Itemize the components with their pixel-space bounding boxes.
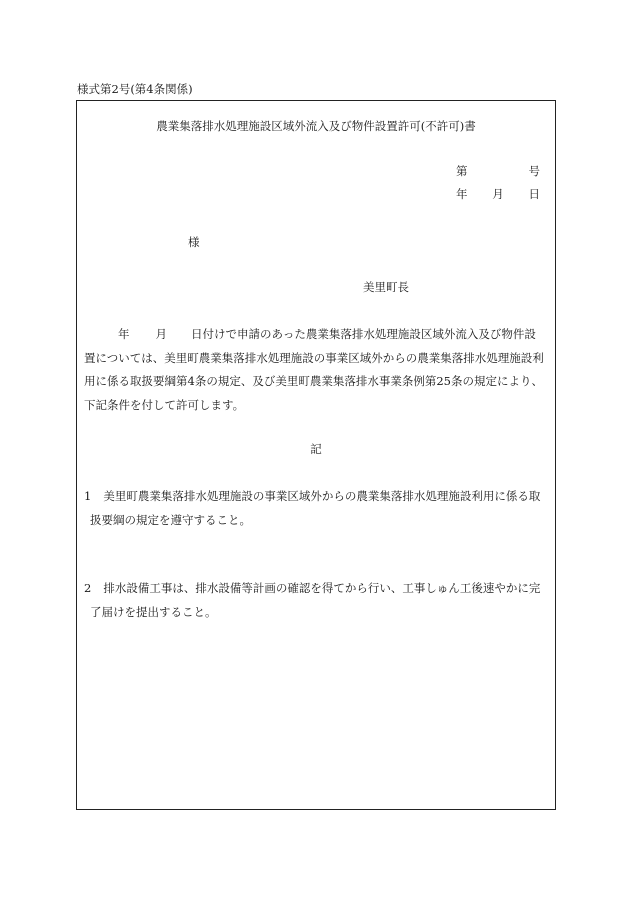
addressee-suffix: 様	[188, 235, 200, 249]
ki-heading: 記	[310, 442, 322, 456]
condition-item-1	[84, 485, 550, 532]
item-line-2: 扱要綱の規定を遵守すること。	[90, 512, 251, 527]
body-line-2: 置については、美里町農業集落排水処理施設の事業区域外からの農業集落排水処理施設利	[84, 350, 544, 365]
form-number-label: 様式第2号(第4条関係)	[77, 82, 193, 96]
number-suffix: 号	[528, 164, 540, 178]
body-line-3: 用に係る取扱要綱第4条の規定、及び美里町農業集落排水事業条例第25条の規定により、	[84, 374, 543, 388]
item-number: 2	[84, 581, 92, 595]
item-line-1: 排水設備工事は、排水設備等計画の確認を得てから行い、工事しゅん工後速やかに完	[103, 581, 541, 595]
document-date	[456, 186, 540, 202]
number-prefix: 第	[456, 164, 468, 178]
date-month: 月	[492, 187, 504, 201]
item-line-2: 了届けを提出すること。	[90, 604, 217, 619]
body-line-4: 下記条件を付して許可します。	[84, 397, 245, 412]
body-year: 年	[118, 327, 130, 341]
item-number: 1	[84, 489, 92, 503]
condition-item-2	[84, 577, 550, 624]
body-line-1: 年 月 日付けで申請のあった農業集落排水処理施設区域外流入及び物件設	[118, 327, 536, 341]
date-day: 日	[528, 187, 540, 201]
body-month: 月	[155, 327, 167, 341]
date-year: 年	[456, 187, 468, 201]
item-line-1: 美里町農業集落排水処理施設の事業区域外からの農業集落排水処理施設利用に係る取	[103, 489, 541, 503]
issuer-name: 美里町長	[363, 280, 409, 294]
document-title: 農業集落排水処理施設区域外流入及び物件設置許可(不許可)書	[156, 119, 476, 133]
document-number	[456, 163, 540, 179]
body-paragraph	[84, 323, 550, 417]
